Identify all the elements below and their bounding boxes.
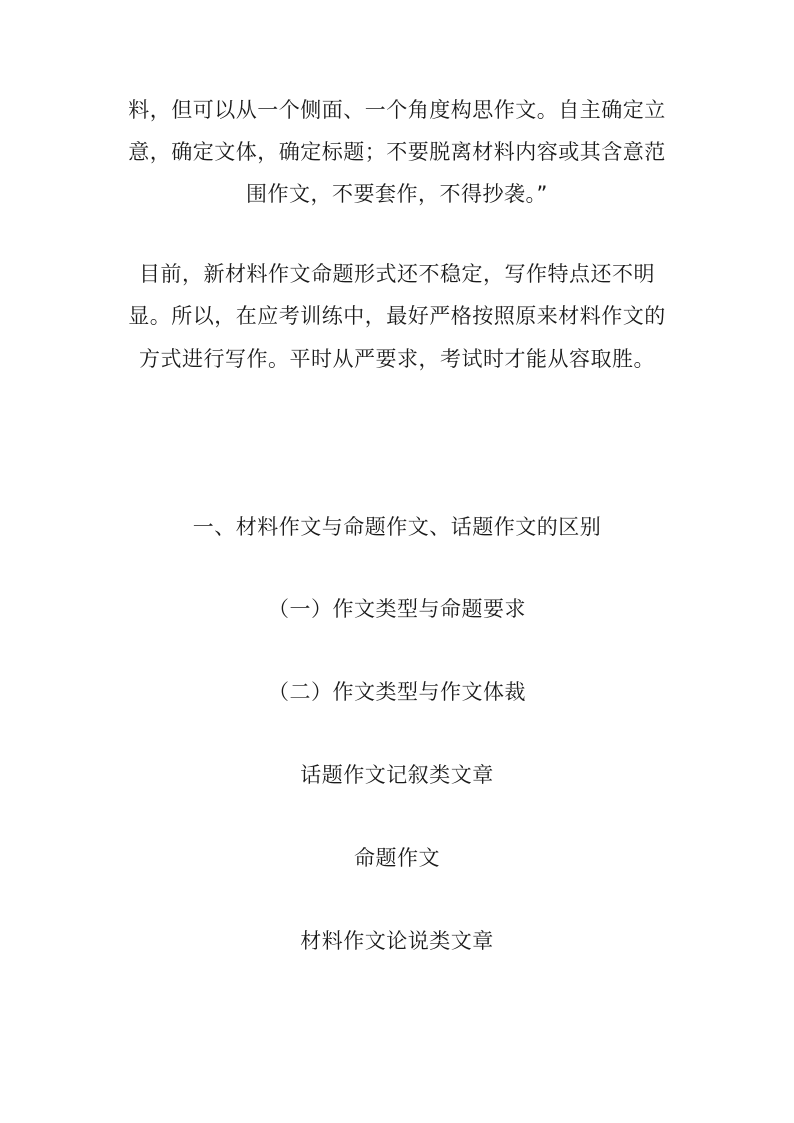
paragraph-1-line-1: 料，但可以从一个侧面、一个角度构思作文。自主确定立 — [128, 98, 666, 122]
paragraph-2-line-2: 显。所以，在应考训练中，最好严格按照原来材料作文的 — [128, 304, 666, 328]
subheading-2: （二）作文类型与作文体裁 — [268, 680, 526, 704]
item-topic-essay: 话题作文记叙类文章 — [300, 763, 494, 787]
subheading-1: （一）作文类型与命题要求 — [268, 597, 526, 621]
paragraph-1-line-3: 围作文，不要套作，不得抄袭。” — [246, 182, 548, 206]
item-title-essay: 命题作文 — [354, 846, 440, 870]
paragraph-2-line-3: 方式进行写作。平时从严要求，考试时才能从容取胜。 — [139, 347, 655, 371]
item-material-essay: 材料作文论说类文章 — [300, 929, 494, 953]
paragraph-1-line-2: 意，确定文体，确定标题；不要脱离材料内容或其含意范 — [128, 140, 666, 164]
section-heading-1: 一、材料作文与命题作文、话题作文的区别 — [192, 515, 602, 539]
paragraph-2-line-1: 目前，新材料作文命题形式还不稳定，写作特点还不明 — [139, 262, 655, 286]
